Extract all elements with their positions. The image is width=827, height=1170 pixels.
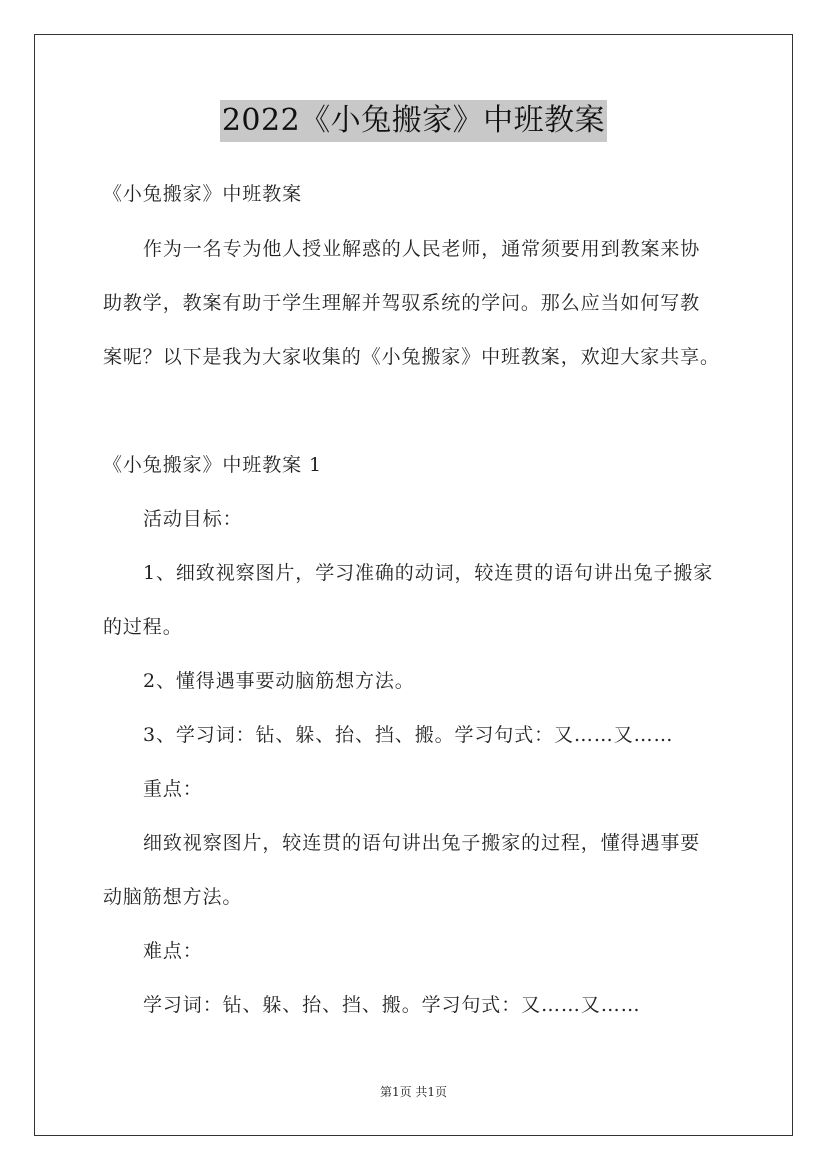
goal-3: 3、学习词：钻、躲、抬、挡、搬。学习句式：又……又…… xyxy=(143,724,674,746)
document-title: 2022《小兔搬家》中班教案 xyxy=(220,100,607,142)
key-label: 重点： xyxy=(143,778,203,800)
intro-line-3: 案呢？以下是我为大家收集的《小兔搬家》中班教案，欢迎大家共享。 xyxy=(103,346,720,368)
difficulty-text: 学习词：钻、躲、抬、挡、搬。学习句式：又……又…… xyxy=(143,994,641,1016)
key-line-1: 细致视察图片，较连贯的语句讲出兔子搬家的过程，懂得遇事要 xyxy=(143,832,701,854)
goal-1-line-2: 的过程。 xyxy=(103,616,183,638)
goal-1-line-1: 1、细致视察图片，学习准确的动词，较连贯的语句讲出兔子搬家 xyxy=(143,562,714,584)
difficulty-label: 难点： xyxy=(143,940,203,962)
goal-2: 2、懂得遇事要动脑筋想方法。 xyxy=(143,670,415,692)
section-heading: 《小兔搬家》中班教案 1 xyxy=(103,454,322,476)
document-subtitle: 《小兔搬家》中班教案 xyxy=(103,183,303,205)
key-line-2: 动脑筋想方法。 xyxy=(103,886,243,908)
title-container xyxy=(0,100,827,142)
page-footer: 第1页 共1页 xyxy=(379,1085,448,1099)
goals-label: 活动目标： xyxy=(143,508,243,530)
intro-line-2: 助教学，教案有助于学生理解并驾驭系统的学问。那么应当如何写教 xyxy=(103,292,701,314)
intro-line-1: 作为一名专为他人授业解惑的人民老师，通常须要用到教案来协 xyxy=(143,238,701,260)
